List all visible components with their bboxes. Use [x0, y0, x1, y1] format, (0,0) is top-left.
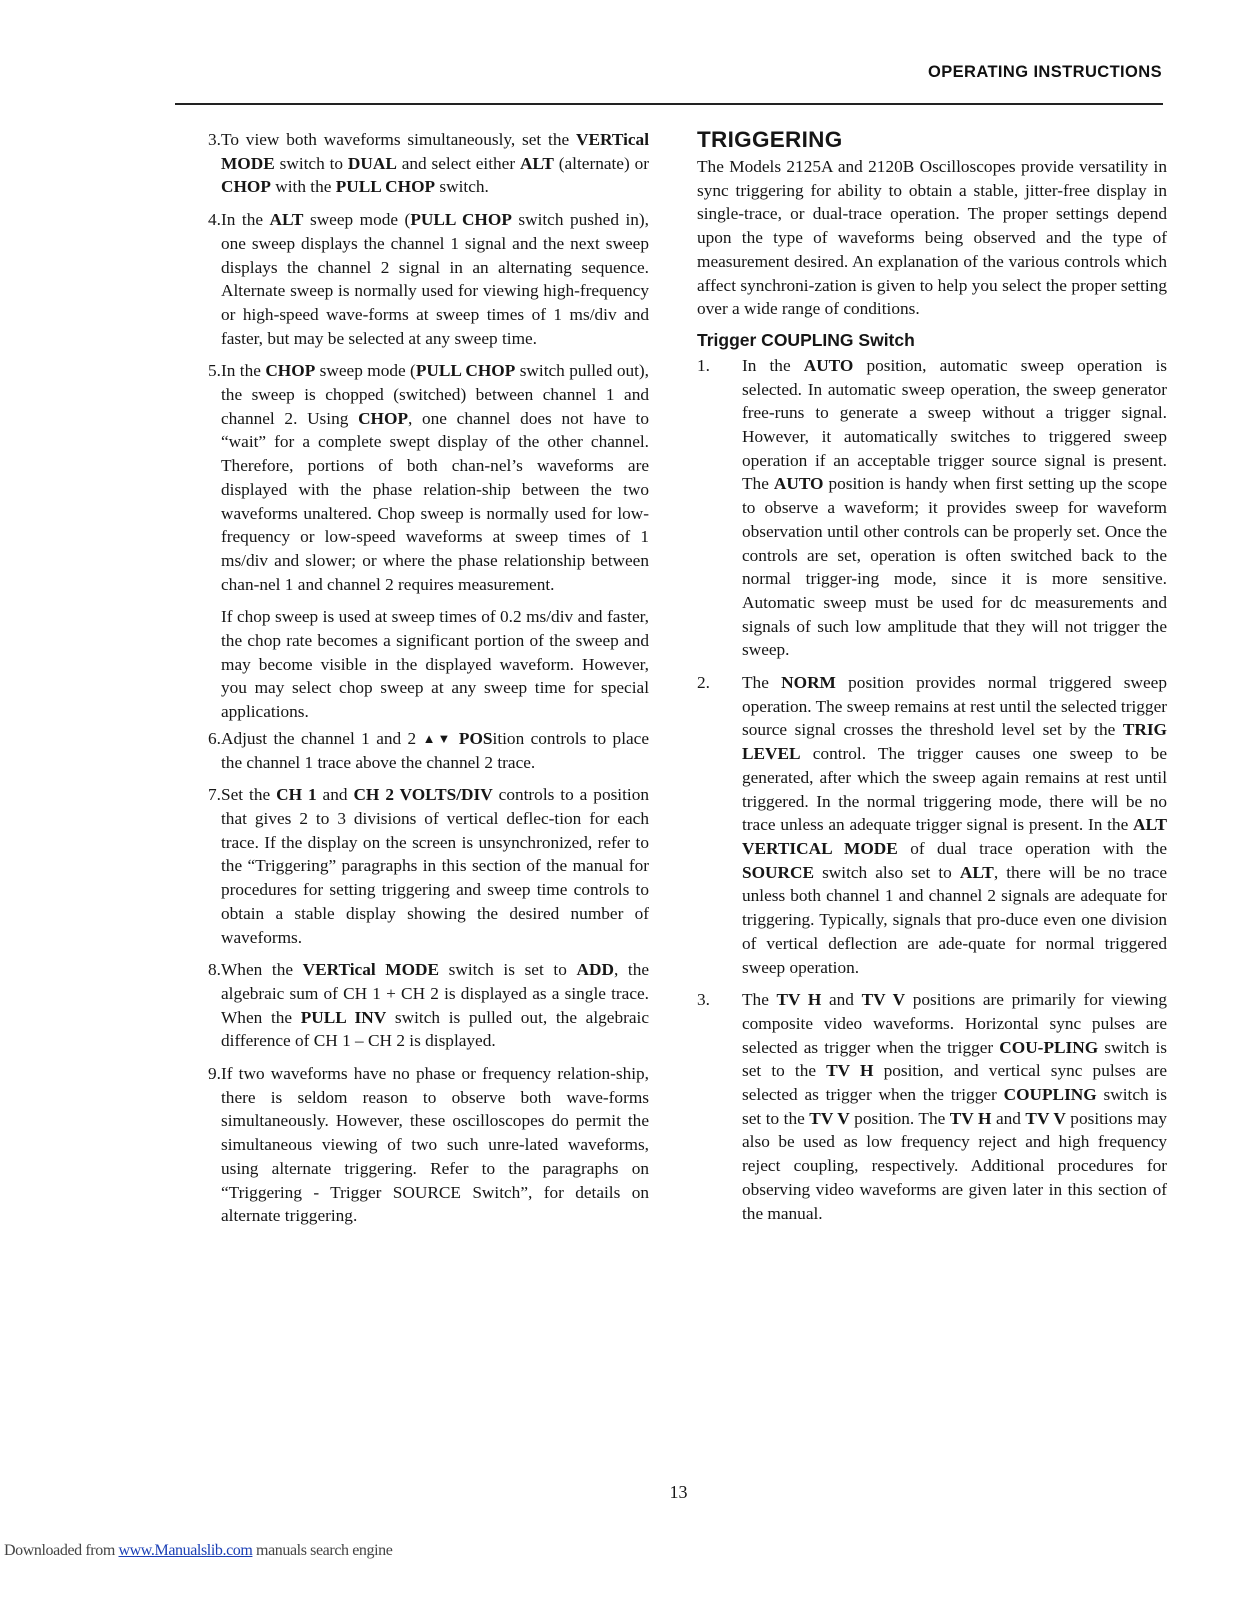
item-number: 1. — [697, 355, 710, 375]
item-text: Set the CH 1 and CH 2 VOLTS/DIV controls to a position that gives 2 to 3 divisions of vertical deflec-tion for each trace. If the display on the screen is unsynchronized, refer to the “Triggering” paragraphs in this section of the manual for procedures for setting triggering and sweep time controls to obtain a stable display showing the desired number of waveforms. — [221, 785, 649, 947]
list-item — [187, 128, 649, 199]
item-number: 5. — [208, 361, 221, 381]
item-number: 2. — [697, 673, 710, 693]
item-number: 3. — [697, 990, 710, 1010]
item-text: If chop sweep is used at sweep times of 0.2 ms/div and faster, the chop rate becomes a significant portion of the sweep and may become visible in the displayed waveform. However, you may select chop sweep at any sweep time for special applications. — [221, 607, 649, 722]
section-heading: TRIGGERING — [697, 127, 843, 152]
footer-suffix: manuals search engine — [252, 1542, 393, 1559]
item-number: 3. — [208, 130, 221, 149]
item-number: 9. — [208, 1064, 221, 1084]
item-text: In the AUTO position, automatic sweep operation is selected. In automatic sweep operation, the sweep generator free-runs to generate a sweep without a trigger signal. However, it automatically switches to triggered sweep operation if an acceptable trigger source signal is present. The AUTO position is handy when first setting up the scope to observe a waveform; it provides sweep for waveform observation until other controls can be properly set. Once the controls are set, operation is often switched back to the normal trigger-ing mode, since it is more sensitive. Automatic sweep must be used for dc measurements and signals of such low amplitude that they will not trigger the sweep. — [742, 355, 1167, 660]
right-column — [697, 128, 1167, 1225]
item-number: 7. — [208, 785, 221, 805]
item-text: If two waveforms have no phase or frequency relation-ship, there is seldom reason to observe both wave-forms simultaneously. However, these oscilloscopes do permit the simultaneous viewing of two such unre-lated waveforms, using alternate triggering. Refer to the paragraphs on “Triggering - Trigger SOURCE Switch”, for details on alternate triggering. — [221, 1064, 649, 1226]
list-item — [187, 783, 649, 949]
header-rule — [175, 103, 1163, 105]
item-text: In the CHOP sweep mode (PULL CHOP switch pulled out), the sweep is chopped (switched) between channel 1 and channel 2. Using CHOP, one channel does not have to “wait” for a complete swept display of the other channel. Therefore, portions of both chan-nel’s waveforms are displayed with the phase relation-ship between the two waveforms unaltered. Chop sweep is normally used for low-frequency or low-speed waveforms at sweep times of 1 ms/div and slower; or where the phase relationship between chan-nel 1 and channel 2 requires measurement. — [221, 361, 649, 594]
list-item — [187, 1062, 649, 1228]
item-text: When the VERTical MODE switch is set to ADD, the algebraic sum of CH 1 + CH 2 is displayed as a single trace. When the PULL INV switch is pulled out, the algebraic difference of CH 1 – CH 2 is displayed. — [221, 960, 649, 1051]
item-text: In the ALT sweep mode (PULL CHOP switch pushed in), one sweep displays the channel 1 signal and the next sweep displays the channel 2 signal in an alternating sequence. Alternate sweep is normally used for viewing high-frequency or high-speed wave-forms at sweep times of 1 ms/div and faster, but may be selected at any sweep time. — [221, 210, 649, 348]
list-item-continuation — [187, 605, 649, 724]
footer-prefix: Downloaded from — [4, 1542, 119, 1559]
item-text: The NORM position provides normal triggered sweep operation. The sweep remains at rest until the selected trigger source signal crosses the threshold level set by the TRIG LEVEL control. The trigger causes one sweep to be generated, after which the sweep again remains at rest until triggered. In the normal triggering mode, there will be no trace unless an adequate trigger signal is present. In the ALT VERTICAL MODE of dual trace operation with the SOURCE switch also set to ALT, there will be no trace unless both channel 1 and channel 2 signals are adequate for triggering. Typically, signals that pro-duce even one division of vertical deflection are ade-quate for normal triggered sweep operation. — [742, 673, 1168, 977]
download-footer — [4, 1542, 392, 1560]
item-number: 4. — [208, 210, 221, 230]
left-column — [175, 128, 649, 1228]
list-item — [187, 958, 649, 1053]
item-text: Adjust the channel 1 and 2 ▲▼ POSition controls to place the channel 1 trace above the channel 2 trace. — [221, 728, 650, 772]
list-item — [187, 359, 649, 596]
list-item — [187, 727, 649, 774]
item-text: The TV H and TV V positions are primarily for viewing composite video waveforms. Horizontal sync pulses are selected as trigger when the trigger COU-PLING switch is set to the TV H position, and vertical sync pulses are selected as trigger when the trigger COUPLING switch is set to the TV V position. The TV H and TV V positions may also be used as low frequency reject and high frequency reject coupling, respectively. Additional procedures for observing video waveforms are given later in this section of the manual. — [742, 990, 1168, 1223]
manualslib-link[interactable]: www.Manualslib.com — [118, 1542, 253, 1559]
list-item — [697, 988, 1167, 1225]
list-item — [697, 671, 1167, 979]
item-number: 8. — [208, 960, 221, 980]
running-header: OPERATING INSTRUCTIONS — [928, 63, 1162, 81]
item-number: 6. — [208, 728, 221, 748]
section-intro: The Models 2125A and 2120B Oscilloscopes provide versatility in sync triggering for ability to obtain a stable, jitter-free display in single-trace, or dual-trace operation. The proper settings depend upon the type of waveforms being observed and the type of measurement desired. An explanation of the various controls which affect synchroni-zation is given to help you select the proper setting over a wide range of conditions. — [697, 157, 1167, 319]
list-item — [187, 208, 649, 350]
list-item — [697, 354, 1167, 662]
page-number: 13 — [669, 1482, 688, 1502]
subsection-heading: Trigger COUPLING Switch — [697, 329, 915, 350]
item-text: To view both waveforms simultaneously, set the VERTical MODE switch to DUAL and select either ALT (alternate) or CHOP with the PULL CHOP switch. — [221, 130, 649, 197]
